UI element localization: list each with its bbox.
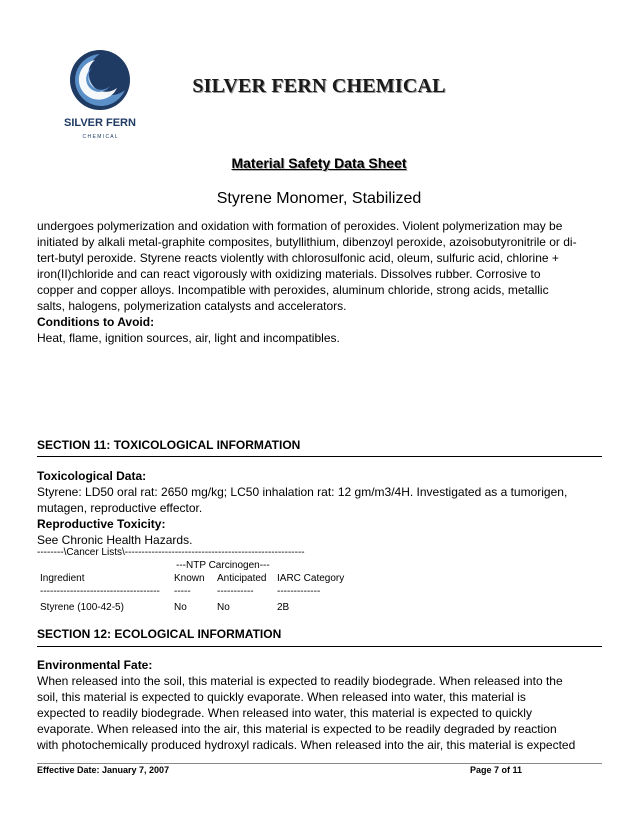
text-line: salts, halogens, polymerization catalysts and accelerators. [37, 299, 347, 313]
text-line: tert-butyl peroxide. Styrene reacts violently with chlorosulfonic acid, oleum, sulfuric acid, chlorine + [37, 251, 559, 265]
repro-text: See Chronic Health Hazards. [37, 533, 193, 547]
conditions-text: Heat, flame, ignition sources, air, light and incompatibles. [37, 331, 340, 345]
logo-wordmark: SILVER FERN [64, 117, 136, 129]
company-logo [55, 48, 145, 148]
col-iarc: IARC Category [277, 573, 345, 584]
company-name: SILVER FERN CHEMICAL [192, 75, 446, 97]
text-line: soil, this material is expected to quickly evaporate. When released into water, this material is [37, 690, 526, 704]
text-line: When released into the soil, this material is expected to readily biodegrade. When released into the [37, 674, 563, 688]
cell-known: No [174, 602, 187, 613]
text-line: with photochemically produced hydroxyl radicals. When released into the air, this material is expected [37, 738, 576, 752]
section-12-heading: SECTION 12: ECOLOGICAL INFORMATION [37, 627, 282, 641]
product-name: Styrene Monomer, Stabilized [216, 190, 422, 207]
page-number: Page 7 of 11 [470, 765, 523, 775]
reactivity-text [37, 218, 607, 346]
cell-ingredient: Styrene (100-42-5) [40, 602, 124, 613]
text-line: undergoes polymerization and oxidation with formation of peroxides. Violent polymerization may be [37, 219, 563, 233]
conditions-heading: Conditions to Avoid: [37, 315, 155, 329]
document-title: Material Safety Data Sheet [231, 155, 407, 171]
footer-divider [37, 763, 602, 764]
effective-date: Effective Date: January 7, 2007 [37, 765, 170, 775]
cell-iarc: 2B [277, 602, 290, 613]
section-11-heading: SECTION 11: TOXICOLOGICAL INFORMATION [37, 438, 301, 452]
text-line: evaporate. When released into the air, this material is expected to be readily degraded by reaction [37, 722, 557, 736]
dash-anticipated: ----------- [217, 586, 254, 597]
text-line: Styrene: LD50 oral rat: 2650 mg/kg; LC50 inhalation rat: 12 gm/m3/4H. Investigated as a tumorigen, [37, 485, 568, 499]
section-divider [37, 646, 602, 647]
logo-subtext: C H E M I C A L [82, 134, 118, 140]
env-heading: Environmental Fate: [37, 658, 153, 672]
tox-heading: Toxicological Data: [37, 469, 147, 483]
repro-heading: Reproductive Toxicity: [37, 517, 166, 531]
toxicology-text [37, 468, 607, 548]
dash-ingredient: ------------------------------------ [40, 586, 160, 597]
section-divider [37, 456, 602, 457]
ecological-text [37, 657, 607, 753]
cancer-banner: --------\Cancer Lists\------------------------------------------------------ [37, 547, 305, 558]
ntp-header: ---NTP Carcinogen--- [176, 560, 270, 571]
col-anticipated: Anticipated [217, 573, 267, 584]
text-line: copper and copper alloys. Incompatible with peroxides, aluminum chloride, strong acids, metallic [37, 283, 549, 297]
text-line: initiated by alkali metal-graphite composites, butyllithium, dibenzoyl peroxide, azoisobutyronitrile or di- [37, 235, 577, 249]
col-ingredient: Ingredient [40, 573, 85, 584]
cell-anticipated: No [217, 602, 230, 613]
fern-logo-icon [55, 48, 145, 148]
text-line: mutagen, reproductive effector. [37, 501, 203, 515]
text-line: iron(II)chloride and can react vigorously with oxidizing materials. Dissolves rubber. Corrosive to [37, 267, 541, 281]
dash-iarc: ------------- [277, 586, 321, 597]
col-known: Known [174, 573, 205, 584]
dash-known: ----- [174, 586, 191, 597]
text-line: expected to readily biodegrade. When released into water, this material is expected to quickly [37, 706, 532, 720]
